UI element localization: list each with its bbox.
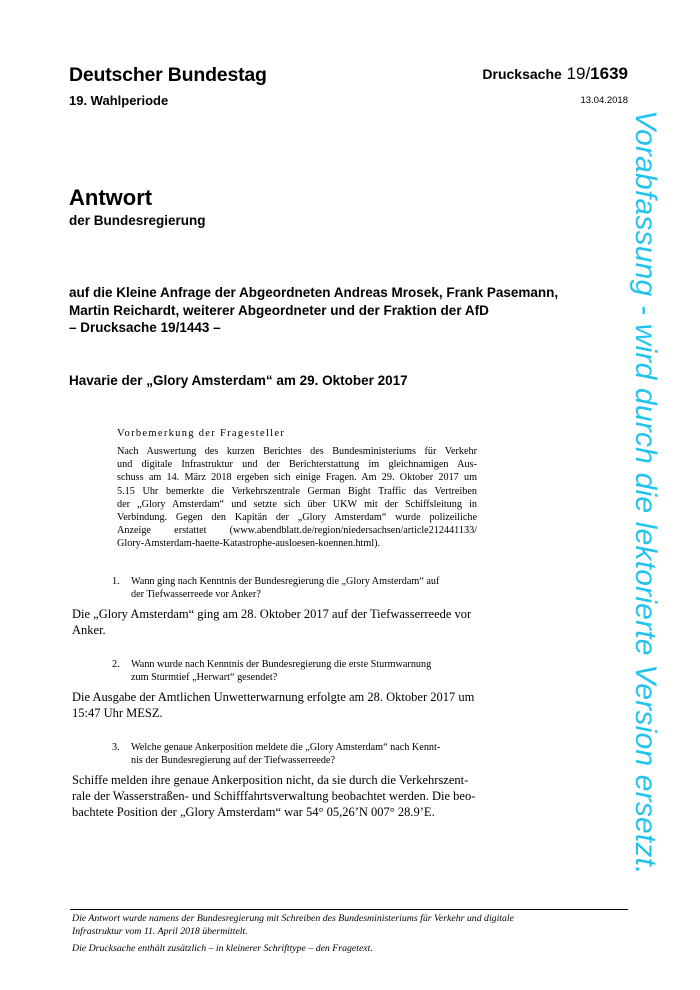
question-2 [112,658,484,684]
answer-1 [72,606,476,638]
preliminary-line: der „Glory Amsterdam“ und setzte sich über UKW mit der Schiffsleitung in [117,498,477,510]
question-line: Welche genaue Ankerposition meldete die „Glory Amsterdam“ nach Kennt- [131,742,441,753]
preliminary-line: und digitale Infrastruktur und der Berichterstattung im gleichnamigen Aus- [117,459,477,471]
parliament-name: Deutscher Bundestag [69,64,267,86]
inquiry-reference [69,284,609,337]
drucksache-reference [482,64,628,84]
electoral-period: 19. Wahlperiode [69,93,169,108]
inquiry-line: Martin Reichardt, weiterer Abgeordneter und der Fraktion der AfD [69,302,489,318]
inquiry-line: – Drucksache 19/1443 – [69,320,221,335]
answer-line: rale der Wasserstraßen- und Schifffahrtsverwaltung beobachtet werden. Die beo- [72,789,476,803]
question-3 [112,741,484,767]
footer-notes [72,913,632,956]
answer-2 [72,689,476,721]
preliminary-line: schuss am 14. März 2018 ergeben sich einige Fragen. Am 29. Oktober 2017 um [117,472,477,484]
question-line: Wann wurde nach Kenntnis der Bundesregierung die erste Sturmwarnung [131,659,432,670]
preliminary-line: 5.15 Uhr bemerkte die Verkehrszentrale German Bight Traffic das Vertreiben [117,485,477,497]
preliminary-remark-body [117,445,477,551]
document-author: der Bundesregierung [69,213,206,228]
question-number: 1. [112,576,120,587]
preliminary-line: Verbindung. Gegen den Kapitän der „Glory Amsterdam“ wurde polizeiliche [117,512,477,524]
preliminary-line: Nach Auswertung des kurzen Berichtes des Bundesministeriums für Verkehr [117,446,477,457]
answer-line: 15:47 Uhr MESZ. [72,706,163,720]
preliminary-remark [117,428,477,551]
question-line: nis der Bundesregierung auf der Tiefwasserreede? [131,755,335,767]
preliminary-version-watermark: Vorabfassung - wird durch die lektorierte Version ersetzt. [629,110,662,875]
preliminary-remark-heading: Vorbemerkung der Fragesteller [117,428,286,439]
question-line: zum Sturmtief „Herwart“ gesendet? [131,672,278,684]
answer-line: Schiffe melden ihre genaue Ankerposition nicht, da sie durch die Verkehrszent- [72,773,469,787]
subject-heading: Havarie der „Glory Amsterdam“ am 29. Oktober 2017 [69,373,408,388]
footer-divider [70,909,628,910]
footer-transmission-note: Die Antwort wurde namens der Bundesregierung mit Schreiben des Bundesministeriums für Verkehr und digitale [72,913,514,924]
drucksache-label: Drucksache [482,66,562,82]
answer-line: bachtete Position der „Glory Amsterdam“ war 54° 05,26’N 007° 28.9’E. [72,805,435,819]
answer-line: Anker. [72,623,106,637]
question-line: der Tiefwasserreede vor Anker? [131,589,261,601]
document-type-heading: Antwort [69,185,153,210]
footer-question-text-note: Die Drucksache enthält zusätzlich – in kleinerer Schrifttype – den Fragetext. [72,943,373,954]
preliminary-line: Anzeige erstattet (www.abendblatt.de/region/niedersachsen/article212441133/ [117,525,477,537]
drucksache-number: 1639 [590,64,628,83]
answer-line: Die Ausgabe der Amtlichen Unwetterwarnung erfolgte am 28. Oktober 2017 um [72,690,475,704]
answer-3 [72,772,476,820]
drucksache-prefix: 19/ [566,64,591,83]
question-number: 3. [112,742,120,753]
question-line: Wann ging nach Kenntnis der Bundesregierung die „Glory Amsterdam“ auf [131,576,440,587]
question-1 [112,575,484,601]
answer-line: Die „Glory Amsterdam“ ging am 28. Oktober 2017 auf der Tiefwasserreede vor [72,607,472,621]
inquiry-line: auf die Kleine Anfrage der Abgeordneten Andreas Mrosek, Frank Pasemann, [69,285,559,300]
footer-transmission-note-cont: Infrastruktur vom 11. April 2018 übermittelt. [72,925,248,937]
preliminary-line: Glory-Amsterdam-haette-Katastrophe-ausloesen-koennen.html). [117,538,381,550]
document-date: 13.04.2018 [580,95,628,106]
question-number: 2. [112,659,120,670]
